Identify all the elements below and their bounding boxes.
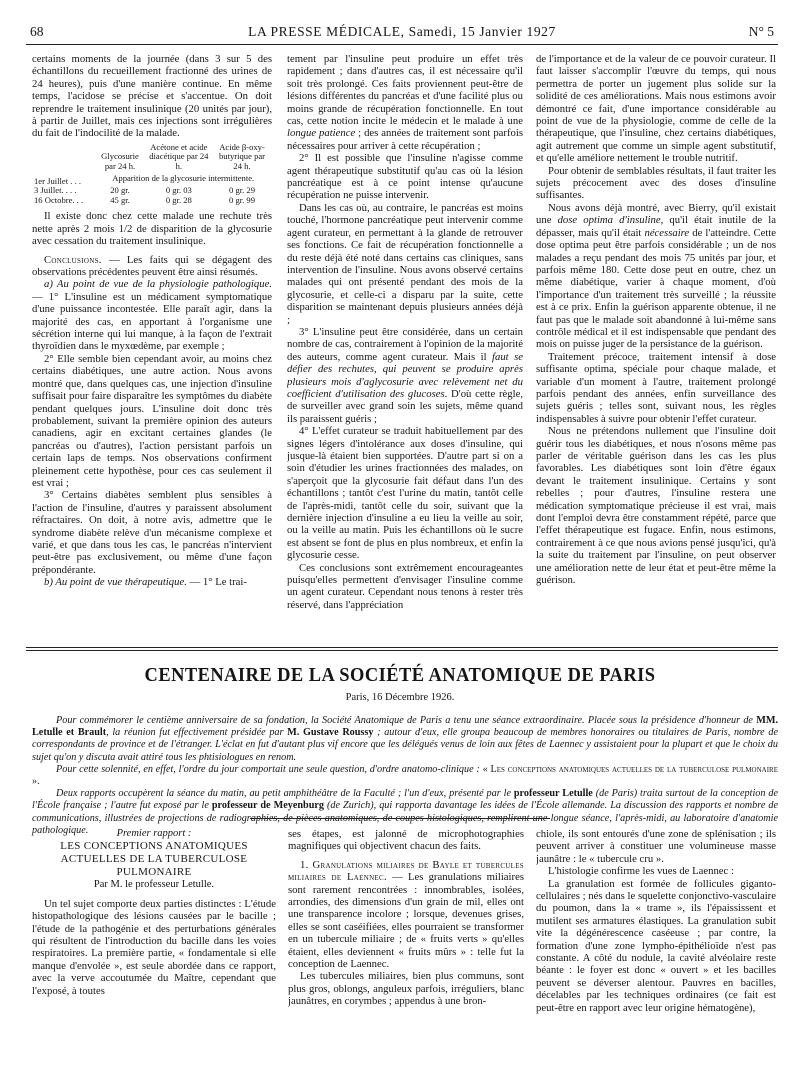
table-row-label: 1er Juillet . . . (34, 175, 82, 186)
section-rule (26, 647, 778, 648)
table-cell: 0 gr. 03 (165, 185, 192, 196)
table-header: Glycosurie par 24 h. (101, 151, 139, 172)
acidosis-table (32, 143, 272, 206)
paragraph: Deux rapports occupèrent la séance du matin, au petit amphithéâtre de la Faculté ; l'un d'eux, présenté par le professeur Letulle (de Paris) traita surtout de la conception de l'École française ; l'autre fut exposé par le professeur de Meyenburg (de Zurich), qui rapporta davantage les idées de l'École allemande. La discussion des rapports et nombre de communications, illustrées de projections de radiographies, de pièces anatomiques, de coupes histologiques, remplirent une longue séance, l'après-midi, au laboratoire d'anatomie pathologique. (32, 788, 778, 836)
paragraph: 3° Certains diabètes semblent plus sensibles à l'action de l'insuline, d'autres y paraissent absolument réfractaires. On doit, à notre avis, admettre que le syndrome diabète relève d'un mécanisme complexe et varié, et que dans tous les cas, le pancréas n'intervient peut-être pas exclusivement, ou même d'une façon prépondérante. (32, 489, 272, 576)
table-cell: 0 gr. 29 (229, 185, 256, 196)
table-cell: 0 gr. 28 (165, 194, 192, 205)
subsection-label: 1. Granulations miliaires de Bayle et tubercules miliaires de Laennec. (288, 858, 524, 884)
top-column-3 (536, 53, 776, 643)
paragraph: Pour commémorer le centième anniversaire de sa fondation, la Société Anatomique de Paris a tenu une séance extraordinaire. Placée sous la présidence d'honneur de MM. Letulle et Brault, la réunion fut effectivement présidée par M. Gustave Roussy ; autour d'eux, elle groupa beaucoup de membres honoraires ou titulaires de Paris, nombre de correspondants de province et de l'étranger. L'éclat en fut d'autant plus vif encore que les délégués venus de loin aux fêtes de Laennec y assistaient pour la plupart et que le choix du sujet qu'on y discuta avait attiré tous les phtisiologues en renom. (32, 715, 778, 763)
table-cell: Apparition de la glycosurie intermittente. (112, 172, 255, 183)
header-rule (26, 44, 778, 45)
paragraph: Un tel sujet comporte deux parties distinctes : L'étude histopathologique des lésions causées par le bacille ; l'étude de la pathogénie et des perturbations générales qui résultent de l'introduction du bacille dans les voies respiratoires. La première partie, « fondamentale si elle manque d'envolée », est seule abordée dans ce rapport, avec la verve accoutumée du Maître, cependant que l'exposé, à toutes (32, 897, 276, 997)
paragraph: Ces conclusions sont extrêmement encourageantes puisqu'elles permettent d'envisager l'insuline comme un agent curateur. Cependant nous tenons à rester très réservé, dans l'appréciation (287, 561, 523, 611)
top-column-1 (32, 53, 272, 643)
paragraph: 3° L'insuline peut être considérée, dans un certain nombre de cas, contrairement à l'opinion de la majorité des auteurs, comme agent curateur. Mais il faut se défier des rechutes, qui peuvent se produire après plusieurs mois d'aglycosurie avec relèvement net du coefficient d'utilisation des glucoses. D'où cette règle, de surveiller avec grand soin les sujets, même quand ils paraissent guéris ; (287, 325, 523, 425)
top-column-2 (287, 53, 523, 643)
paragraph: La granulation est formée de follicules giganto-cellulaires ; nés dans le squelette conjonctivo-vasculaire du poumon, dans la « trame », ils l'épaississent et mutilent ses armatures élastiques. La granulation subit vite la dégénérescence caséeuse ; par contre, la formation d'une zone lympho-épithélioïde n'est pas constante. A côté du nodule, la cavité alvéolaire reste béante : le foyer est donc « ouvert » et les bacilles peuvent se déverser alentour. Pauvres en bacilles, décelables par les techniques ordinaires (ce fait est peut-être en rapport avec leur origine hématogène), (536, 877, 776, 1014)
bottom-column-1 (32, 828, 276, 1074)
table-row-label: 16 Octobre. . . (34, 194, 84, 205)
paragraph: Il existe donc chez cette malade une rechute très nette après 2 mois 1/2 de disparition de la glycosurie avec cessation du traitement insulinique. (32, 210, 272, 248)
journal-title: LA PRESSE MÉDICALE, Samedi, 15 Janvier 1927 (248, 24, 556, 39)
paragraph: Les tubercules miliaires, bien plus communs, sont plus gros, oblongs, anguleux parfois, irréguliers, blanc jaunâtres, en corymbes ; appendus à une bron- (288, 970, 524, 1008)
bottom-column-3 (536, 828, 776, 1074)
paragraph: chiole, ils sont entourés d'une zone de splénisation ; ils peuvent arriver à constituer une volumineuse masse jaunâtre : le « tubercule cru ». (536, 828, 776, 865)
paragraph: L'histologie confirme les vues de Laennec : (548, 865, 734, 878)
paragraph: 2° Elle semble bien cependant avoir, au moins chez certains diabétiques, une autre action. Nous avons montré que, dans quelques cas, une injection d'insuline suffisait pour faire disparaître les symptômes du diabète pendant quelques jours. L'insuline doit donc très probablement, suivant la première opinion des auteurs canadiens, agir en excitant certaines glandes (le pancréas ou d'autres), l'action persistant parfois un certain laps de temps. Nos observations confirment pleinement cette hypothèse, pour ces cas seulement il est vrai ; (32, 352, 272, 489)
report-author: Par M. le professeur Letulle. (93, 879, 215, 891)
paragraph: Traitement précoce, traitement intensif à dose suffisante optima, spéciale pour chaque malade, et variable d'un moment à l'autre, traitement prolongé parfois pendant des années, enfin surveillance des sujets guéris ; telles sont, suivant nous, les règles indispensables à suivre pour obtenir l'effet curateur. (536, 350, 776, 425)
bottom-column-2 (288, 828, 524, 1074)
table-cell: 45 gr. (110, 194, 130, 205)
section-title: CENTENAIRE DE LA SOCIÉTÉ ANATOMIQUE DE PARIS (144, 664, 656, 686)
paragraph: 2° Il est possible que l'insuline n'agisse comme agent thérapeutique substitutif qu'au cas où la lésion pancréatique est à ce point intense qu'aucune récupération ne puisse intervenir. (287, 152, 523, 202)
paragraph: Pour obtenir de semblables résultats, il faut traiter les sujets précocement avec des doses d'insuline suffisantes. (536, 164, 776, 202)
paragraph: a) Au point de vue de la physiologie pathologique. — 1° L'insuline est un médicament symptomatique d'une puissance incontestée. Elle paraît agir, dans la majorité des cas, en apportant à l'organisme une sécrétion interne qui lui manque, à la façon de l'extrait thyroïdien dans le myxœdème, par exemple ; (32, 278, 272, 353)
issue-number: N° 5 (748, 24, 774, 39)
section-rule (26, 650, 778, 651)
subsection-label: a) Au point de vue de la physiologie pathologique. (44, 278, 272, 291)
paragraph: Nous ne prétendons nullement que l'insuline doit guérir tous les diabétiques, et nous n'osons même pas parler de véritable guérison dans les cas les plus favorables. Les diabétiques sont loin d'être égaux devant le traitement insulinique. Certains y sont rebelles ; pour d'autres, l'insuline restera une médication symptomatique précieuse il est vrai, mais dont l'emploi devra être constamment répété, parce que l'effet thérapeutique est fugace. Enfin, nous estimons, contrairement à ce que nous avions pensé jusqu'ici, qu'à la suite du traitement par l'insuline, on peut observer une amélioration nette de leur état et peut-être même la guérison. (536, 425, 776, 587)
paragraph: ses étapes, est jalonné de microphotographies magnifiques qui objectivent chacun des faits. (288, 828, 524, 853)
table-cell: 0 gr. 99 (229, 194, 256, 205)
paragraph: Nous avons déjà montré, avec Bierry, qu'il existait une dose optima d'insuline, qu'il était inutile de la dépasser, mais qu'il était nécessaire de l'atteindre. Cette dose optima peut être parfois considérable ; un de nos malades a reçu pendant des mois 75 unités par jour, et parfois même 180. Cette dose peut en outre, chez un même diabétique, varier à chaque moment, d'où l'importance d'un traitement très surveillé ; la réussite est à ce prix. Enfin la guérison apparente obtenue, il ne faut pas que le malade soit abandonné à lui-même sans contrôle médical et il est indispensable que pendant des mois on puisse juger de la persistance de la guérison. (536, 201, 776, 351)
table-cell: 20 gr. (110, 185, 130, 196)
paragraph: Dans les cas où, au contraire, le pancréas est moins touché, l'hormone pancréatique peut intervenir comme agent curateur, en permettant à la glande de retrouver ses fonctions. Ce fait de récupération fonctionnelle a du reste déjà été noté dans certains cas cliniques, sans intervention de l'insuline. Nous avons observé certains malades qui ont présenté pendant des mois de la glycosurie, et celle-ci a disparu par la suite, cette disparition se maintenant depuis plusieurs années déjà ; (287, 201, 523, 326)
table-header: Acide β-oxy-butyrique par 24 h. (218, 141, 266, 172)
paragraph: 4° L'effet curateur se traduit habituellement par des signes légers d'intolérance aux doses d'insuline, qui jusque-là étaient bien supportées. D'autre part si on a soin d'étudier les urines fractionnées des malades, on s'aperçoit que la glycosurie fait défaut dans l'un des échantillons ; tantôt c'est l'urine du matin, tantôt celle de l'après-midi, tantôt celle du soir, suivant que la dernière injection d'insuline a eu lieu la veille au soir, ou la veille au matin. Puis les échantillons où le sucre est absent se font de plus en plus nombreux, et enfin la glycosurie cesse. (287, 425, 523, 562)
paragraph: de l'importance et de la valeur de ce pouvoir curateur. Il faut laisser s'accomplir l'œuvre du temps, qui nous permettra de porter un jugement plus solide sur la solidité de ces améliorations. Mais nous estimons avoir démontré ce fait, d'une importance considérable au point de vue de la physiologie, comme de celle de la thérapeutique, que l'insuline, chez certains diabétiques, agit autrement que comme un simple agent substitutif, et qu'elle améliore nettement le trouble nutritif. (536, 53, 776, 165)
section-date: Paris, 16 Décembre 1926. (345, 692, 455, 703)
page-number: 68 (30, 24, 44, 39)
report-title: LES CONCEPTIONS ANATOMIQUES ACTUELLES DE LA TUBERCULOSE PULMONAIRE (60, 840, 248, 879)
table-header: Acétone et acide diacétique par 24 h. (149, 141, 209, 172)
paragraph: Conclusions. — Les faits qui se dégagent des observations précédentes peuvent être ainsi résumés. (32, 253, 272, 279)
paragraph: tement par l'insuline peut produire un effet très rapidement ; dans d'autres cas, il est nécessaire qu'il soit très prolongé. Ces faits proviennent peut-être de lésions différentes du pancréas et d'une facilité plus ou moins grande de récupération fonctionnelle. En tout cas, cette notion incite le médecin et le malade à une longue patience ; des années de traitement sont parfois nécessaires pour arriver à cette récupération ; (287, 53, 523, 152)
paragraph: Pour cette solennité, en effet, l'ordre du jour comportait une seule question, d'ordre anatomo-clinique : « Les conceptions anatomiques actuelles de la tuberculose pulmonaire ». (32, 763, 778, 788)
paragraph: b) Au point de vue thérapeutique. — 1° Le trai- (44, 576, 247, 589)
divider (250, 818, 550, 819)
paragraph: certains moments de la journée (dans 3 sur 5 des échantillons du recueillement fractionné des urines de 24 heures), puis d'une manière continue. En même temps, l'acidose se précise et s'accentue. On doit reprendre le traitement insulinique (20 unités par jour), à partir de Juillet, mais ces injections sont irrégulières du fait de l'indocilité de la malade. (32, 53, 272, 140)
report-heading: Premier rapport : (116, 828, 192, 839)
table-row-label: 3 Juillet. . . . (34, 185, 77, 196)
subsection-label: b) Au point de vue thérapeutique. (44, 576, 187, 589)
paragraph: 1. Granulations miliaires de Bayle et tubercules miliaires de Laennec. — Les granulations miliaires sont rarement rencontrées : innombrables, isolées, arrondies, des dimensions d'un grain de mil, elles ont une transparence incolore ; lorsque, devenues grises, elles se sont caséifiées, elles pourraient se transformer en un tubercule miliaire ; de « fruits verts » qu'elles étaient, elles deviennent « fruits mûrs » : telle fut la conception de Laennec. (288, 858, 524, 971)
section-label: Conclusions. (44, 253, 102, 266)
running-header (28, 24, 776, 44)
